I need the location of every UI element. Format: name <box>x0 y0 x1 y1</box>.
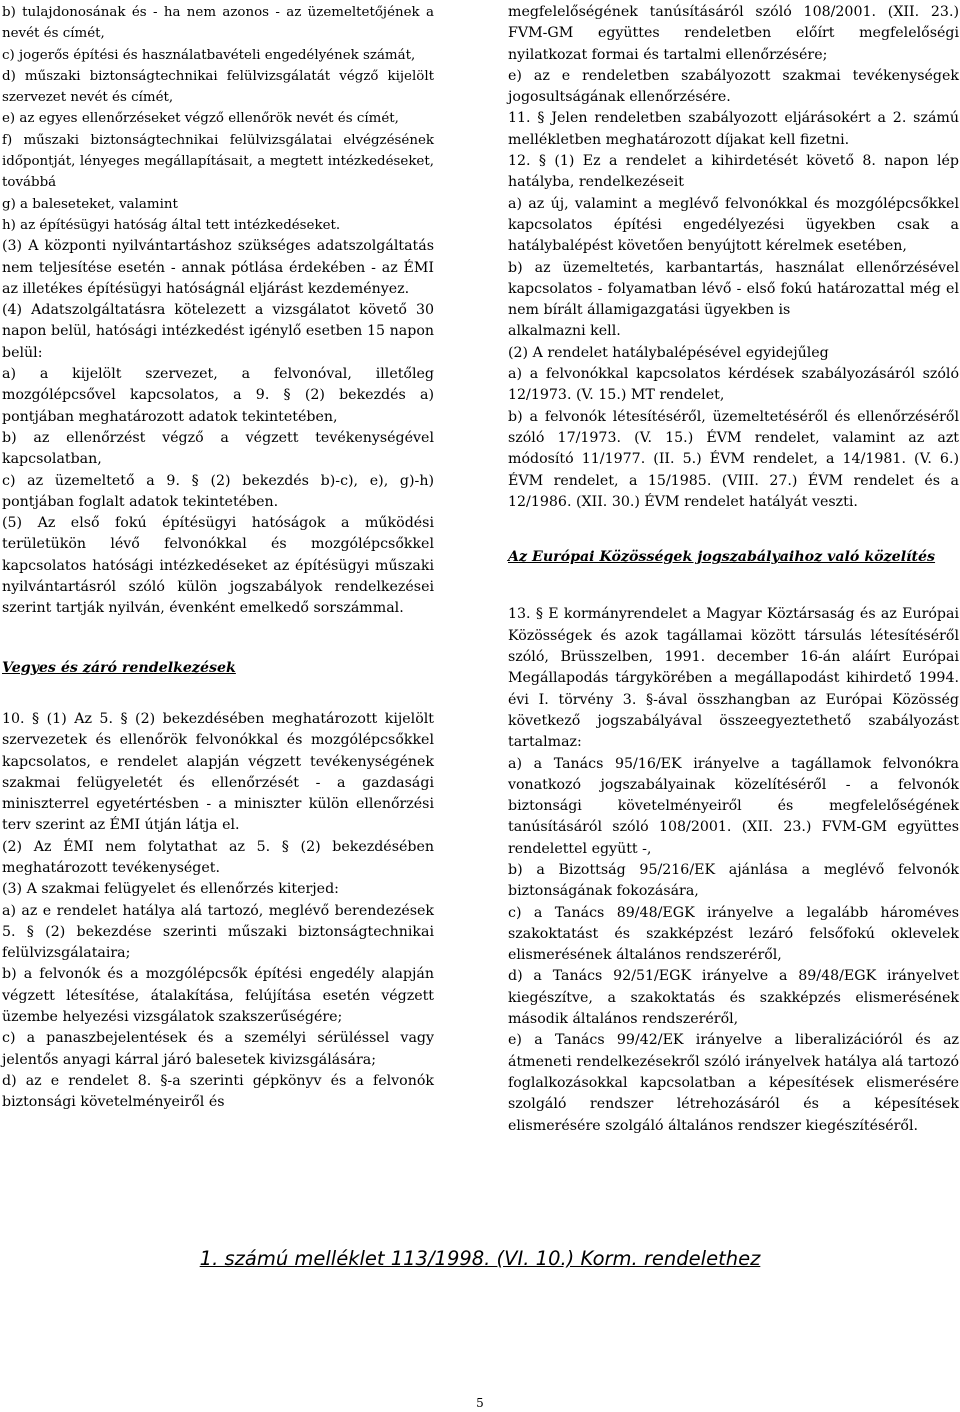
section-10-3-c: c) a panaszbejelentések és a személyi sérüléssel vagy jelentős anyagi kárral járó balesetek kivizsgálására; <box>2 1030 434 1068</box>
left-paragraphs-b <box>2 709 434 1114</box>
left-column <box>2 2 434 1114</box>
section-10-3: (3) A szakmai felügyelet és ellenőrzés kiterjed: <box>2 881 339 898</box>
item-h-measures: h) az építésügyi hatóság által tett intézkedéseket. <box>2 217 341 233</box>
section-heading-final-provisions: Vegyes és záró rendelkezések <box>2 659 236 676</box>
item-d-organisation: d) műszaki biztonságtechnikai felülvizsgálatát végző kijelölt szervezet nevét és címét, <box>2 68 434 106</box>
section-12-1-b: b) az üzemeltetés, karbantartás, használat ellenőrzésével kapcsolatos - folyamatban lévő - első fokú határozattal még el nem bírált államigazgatási ügyekben is <box>508 259 959 319</box>
section-heading-eu-approximation: Az Európai Közösségek jogszabályaihoz való közelítés <box>508 549 936 566</box>
right-paragraphs-b <box>508 604 959 1136</box>
section-12-2: (2) A rendelet hatálybalépésével egyidejűleg <box>508 344 829 361</box>
section-12-2-b: b) a felvonók létesítéséről, üzemeltetéséről és ellenőrzéséről szóló 17/1973. (V. 15.) ÉVM rendelet, valamint az azt módosító 11/1977. (II. 5.) ÉVM rendelet, a 14/1981. (V. 6.) ÉVM rendelet, a 15/1985. (VIII. 27.) ÉVM rendelet és a 12/1986. (XII. 30.) ÉVM rendelet hatályát veszti. <box>508 408 959 510</box>
left-paragraphs-a <box>2 2 434 620</box>
item-f-inspection-dates: f) műszaki biztonságtechnikai felülvizsgálatai elvégzésének időpontját, lényeges megállapításait, a megtett intézkedéseket, továbbá <box>2 132 434 191</box>
section-12-1: 12. § (1) Ez a rendelet a kihirdetését követő 8. napon lép hatályba, rendelkezéseit <box>508 153 959 191</box>
page-number: 5 <box>476 1396 484 1410</box>
paragraph-4-b: b) az ellenőrzést végző a végzett tevékenységével kapcsolatban, <box>2 429 434 468</box>
paragraph-4: (4) Adatszolgáltatásra kötelezett a vizsgálatot követő 30 napon belül, hatósági intézkedést igénylő esetben 15 napon belül: <box>2 302 434 361</box>
paragraph-3: (3) A központi nyilvántartáshoz szükséges adatszolgáltatás nem teljesítése esetén - annak pótlása érdekében - az ÉMI az illetékes építésügyi hatóságnál eljárást kezdeményez. <box>2 238 434 297</box>
item-c-permit: c) jogerős építési és használatbavételi engedélyének számát, <box>2 47 416 63</box>
section-10-2: (2) Az ÉMI nem folytathat az 5. § (2) bekezdésében meghatározott tevékenységet. <box>2 838 434 876</box>
section-10-1: 10. § (1) Az 5. § (2) bekezdésében meghatározott kijelölt szervezetek és ellenőrök felvonókkal és mozgólépcsőkkel kapcsolatos, e rendelet alapján végzett tevékenységének szakmai felügyeletét és ellenőrzését - a gazdasági miniszterrel egyetértésben - a miniszter külön ellenőrzési terv szerint az ÉMI útján látja el. <box>2 710 434 834</box>
section-10-3-a: a) az e rendelet hatálya alá tartozó, meglévő berendezések 5. § (2) bekezdése szerinti műszaki biztonságtechnikai felülvizsgálataira; <box>2 902 434 962</box>
section-12-2-a: a) a felvonókkal kapcsolatos kérdések szabályozásáról szóló 12/1973. (V. 15.) MT rendelet, <box>508 366 959 404</box>
right-column <box>508 2 959 1137</box>
section-13-d: d) a Tanács 92/51/EGK irányelve a 89/48/EGK irányelvet kiegészítve, a szakoktatás és szakképzés elismerésének második általános rendszeréről, <box>508 968 959 1028</box>
section-13-c: c) a Tanács 89/48/EGK irányelve a legalább hároméves szakoktatást és szakképzést lezáró felsőfokú oklevelek elismerésének általános rendszeréről, <box>508 904 959 964</box>
section-11: 11. § Jelen rendeletben szabályozott eljárásokért a 2. számú mellékletben meghatározott díjakat kell fizetni. <box>508 110 959 148</box>
section-13-a: a) a Tanács 95/16/EK irányelve a tagállamok felvonókra vonatkozó jogszabályainak közelítéséről - a felvonók biztonsági követelményeiről és megfelelőségének tanúsításáról szóló 108/2001. (XII. 23.) FVM-GM együttes rendelettel együtt -, <box>508 755 959 857</box>
section-10-3-d: d) az e rendelet 8. §-a szerinti gépkönyv és a felvonók biztonsági követelményeiről és <box>2 1072 434 1111</box>
section-10-3-e: e) az e rendeletben szabályozott szakmai tevékenységek jogosultságának ellenőrzésére. <box>508 67 959 106</box>
annex-title: 1. számú melléklet 113/1998. (VI. 10.) Korm. rendelethez <box>199 1247 761 1270</box>
paragraph-4-c: c) az üzemeltető a 9. § (2) bekezdés b)-c), e), g)-h) pontjában foglalt adatok tekintetében. <box>2 472 434 510</box>
paragraph-4-a: a) a kijelölt szervezet, a felvonóval, illetőleg mozgólépcsővel kapcsolatos, a 9. § (2) bekezdés a) pontjában meghatározott adatok tekintetében, <box>2 366 434 425</box>
section-13-e: e) a Tanács 99/42/EK irányelve a liberalizációról és az átmeneti rendelkezésekről szóló irányelvek hatálya alá tartozó foglalkozásokkal kapcsolatban a képesítések elismerésére szolgáló rendszer létrehozásáról és a képesítések elismerésére szolgáló általános rendszer kiegészítéséről. <box>508 1032 959 1134</box>
item-b-owner: b) tulajdonosának és - ha nem azonos - az üzemeltetőjének a nevét és címét, <box>2 5 434 42</box>
right-paragraphs-a <box>508 2 959 513</box>
section-12-1-tail: alkalmazni kell. <box>508 323 621 340</box>
item-g-accidents: g) a baleseteket, valamint <box>2 196 178 212</box>
section-10-3-d-continued: megfelelőségének tanúsításáról szóló 108/2001. (XII. 23.) FVM-GM együttes rendeletben előírt megfelelőségi nyilatkozat formai és tartalmi ellenőrzésére; <box>508 4 959 63</box>
section-12-1-a: a) az új, valamint a meglévő felvonókkal és mozgólépcsőkkel kapcsolatos építési engedélyezési ügyekben csak a hatálybalépést követően benyújtott kérelmek esetében, <box>508 195 959 255</box>
item-e-inspectors: e) az egyes ellenőrzéseket végző ellenőrök nevét és címét, <box>2 111 399 127</box>
section-13: 13. § E kormányrendelet a Magyar Köztársaság és az Európai Közösségek és azok tagállamai között társulás létesítéséről szóló, Brüsszelben, 1991. december 16-án aláírt Európai Megállapodás tárgykörében a megállapodást kihirdető 1994. évi I. törvény 3. §-ával összhangban az Európai Közösség következő jogszabályával összeegyeztethető szabályozást tartalmaz: <box>508 606 959 751</box>
section-13-b: b) a Bizottság 95/216/EK ajánlása a meglévő felvonók biztonságának fokozására, <box>508 861 959 900</box>
paragraph-5: (5) Az első fokú építésügyi hatóságok a működési területükön lévő felvonókkal és mozgólépcsőkkel kapcsolatos hatósági intézkedéseket az építésügyi műszaki nyilvántartásról szóló külön jogszabályok rendelkezései szerint tartják nyilván, évenként emelkedő sorszámmal. <box>2 515 434 617</box>
section-10-3-b: b) a felvonók és a mozgólépcsők építési engedély alapján végzett létesítése, átalakítása, felújítása esetén végzett üzembe helyezési vizsgálatok szakszerűségére; <box>2 966 434 1026</box>
